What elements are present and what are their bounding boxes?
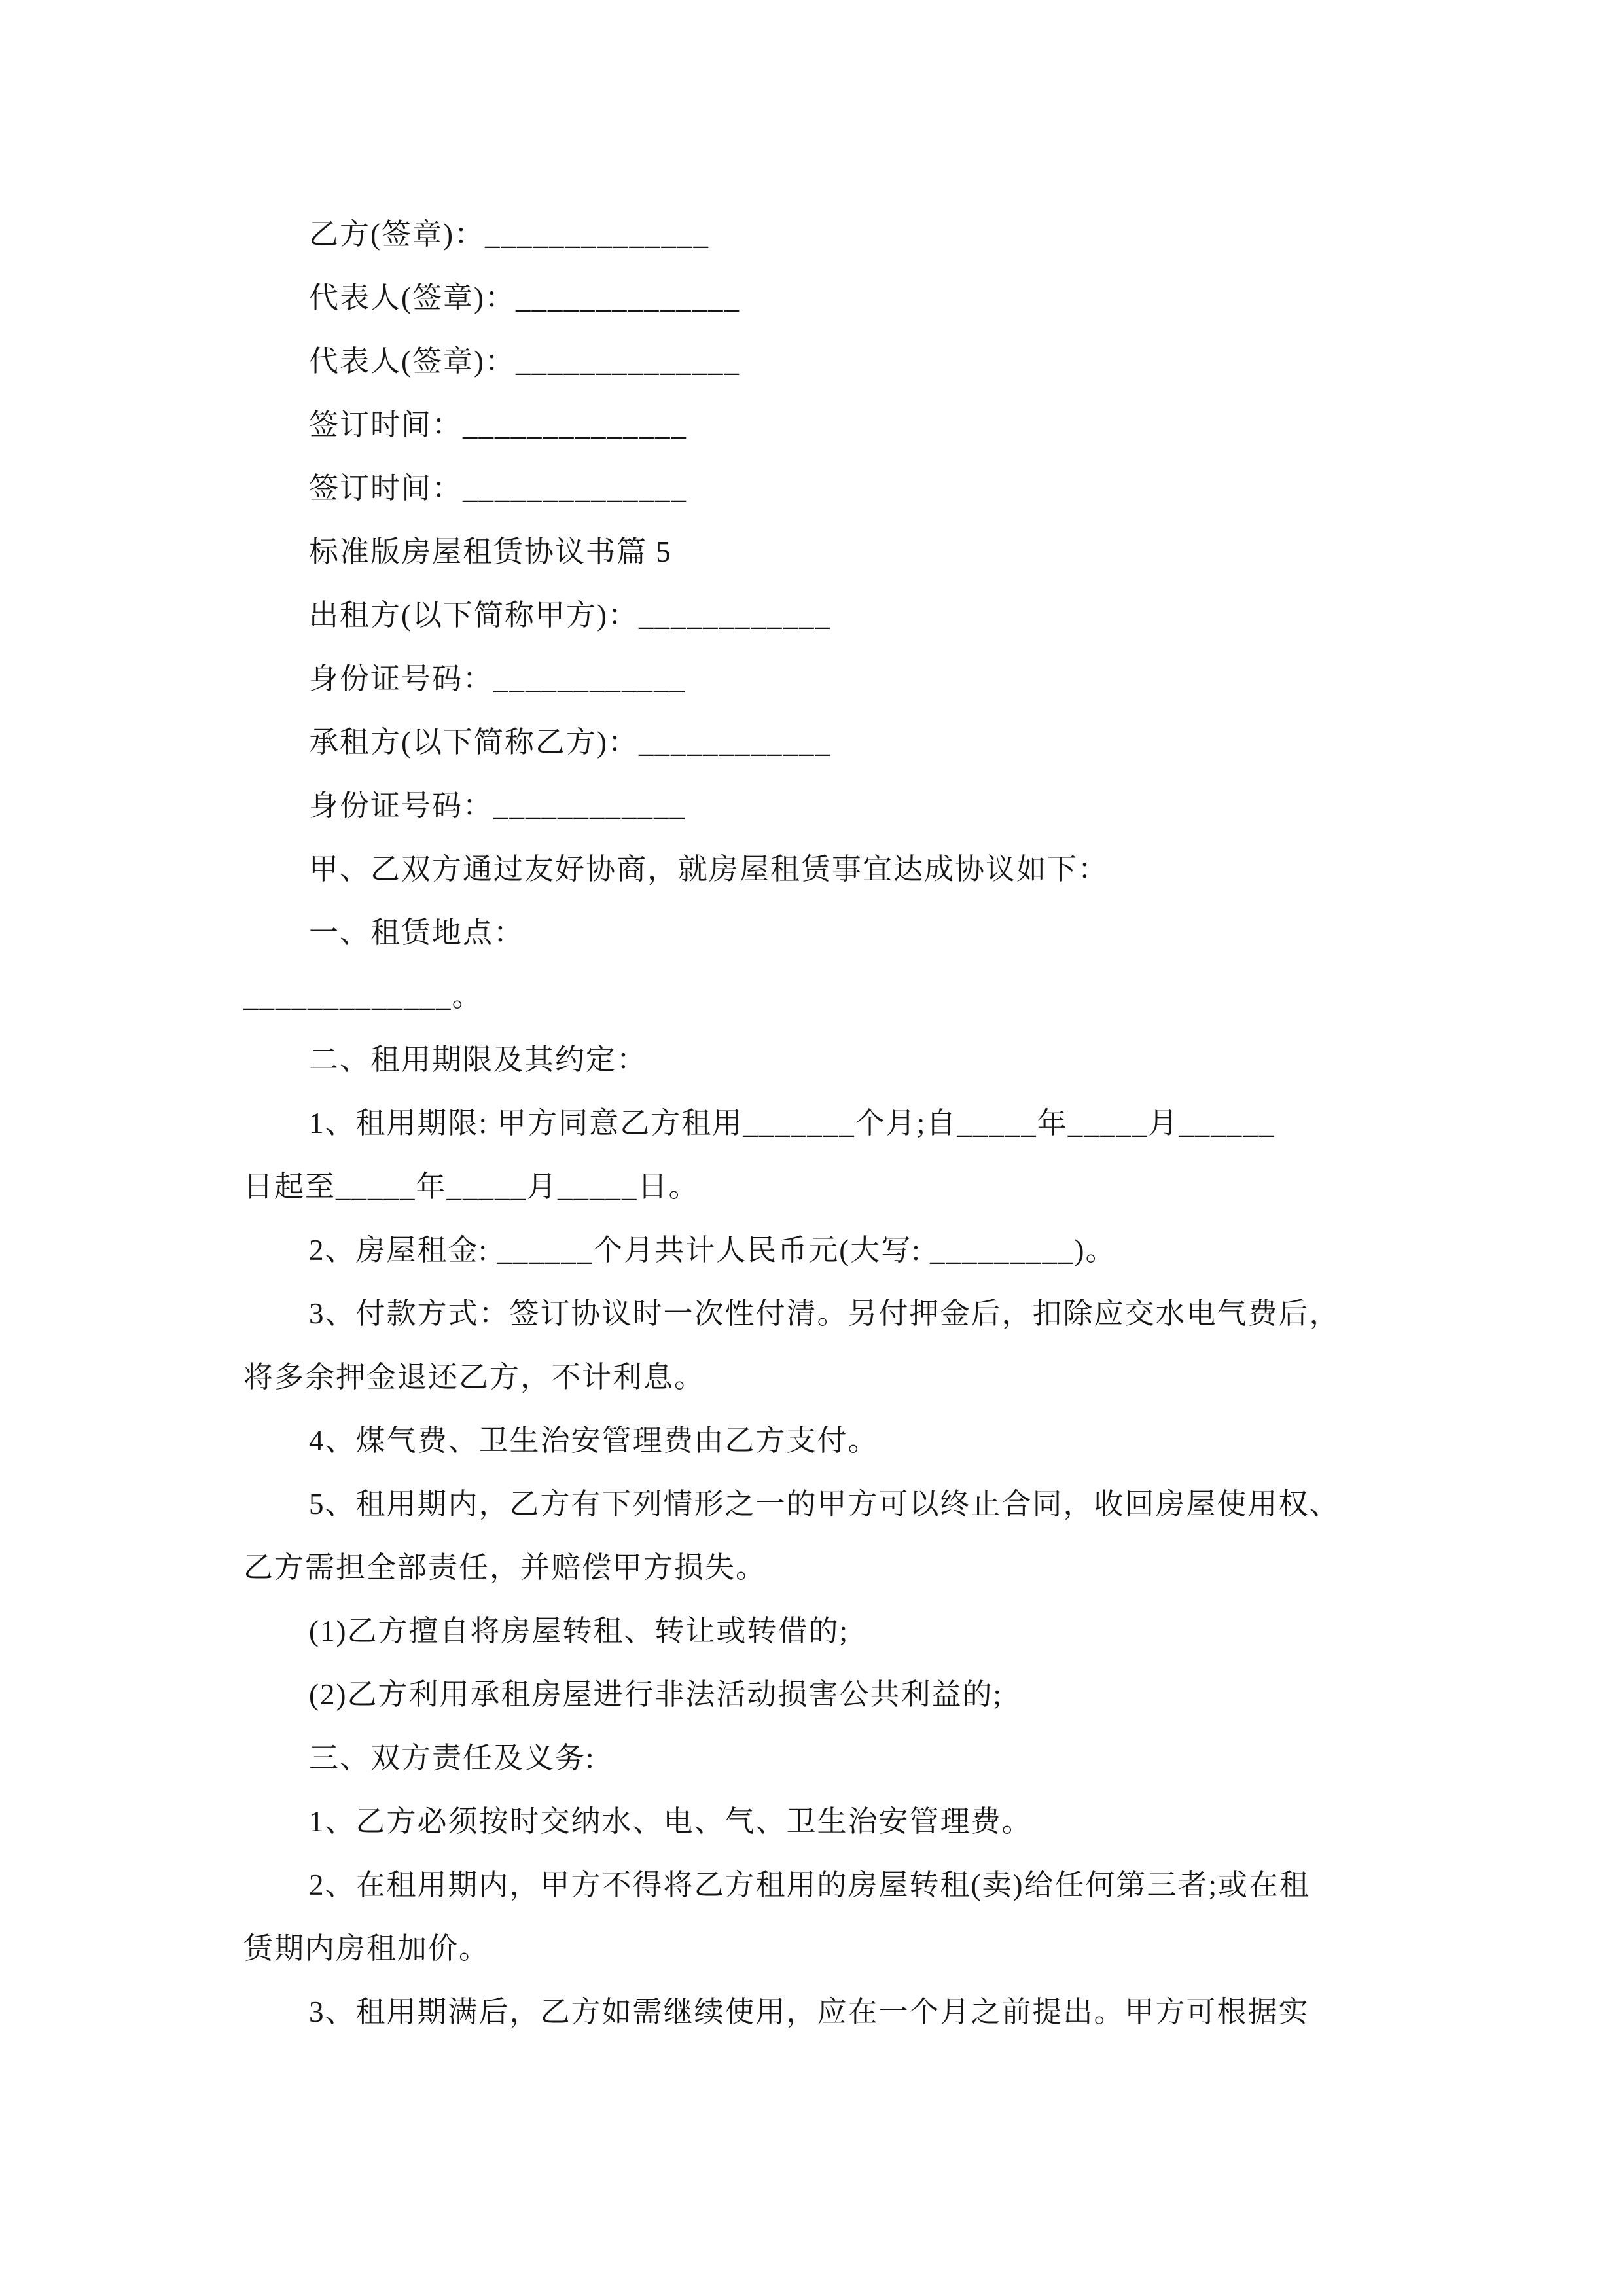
- clause-2-heading: 二、租用期限及其约定：: [309, 1043, 648, 1076]
- representative-signature-line: 代表人(签章)：______________: [309, 345, 740, 378]
- clause-2-item-3: 3、付款方式：签订协议时一次性付清。另付押金后，扣除应交水电气费后，: [309, 1297, 1340, 1330]
- clause-2-item-2: 2、房屋租金: ______个月共计人民币元(大写: _________)。: [309, 1234, 1116, 1266]
- clause-2-item-5-cont: 乙方需担全部责任，并赔偿甲方损失。: [243, 1551, 767, 1584]
- clause-2-item-4: 4、煤气费、卫生治安管理费由乙方支付。: [309, 1424, 879, 1457]
- representative-signature-line: 代表人(签章)：______________: [309, 281, 740, 314]
- clause-3-item-2: 2、在租用期内，甲方不得将乙方租用的房屋转租(卖)给任何第三者;或在租: [309, 1869, 1310, 1901]
- lessor-line: 出租方(以下简称甲方)：____________: [309, 599, 831, 632]
- lessee-line: 承租方(以下简称乙方)：____________: [309, 726, 831, 759]
- id-number-line: 身份证号码：____________: [309, 789, 687, 822]
- preamble-line: 甲、乙双方通过友好协商，就房屋租赁事宜达成协议如下：: [309, 853, 1109, 886]
- clause-3-item-2-cont: 赁期内房租加价。: [243, 1932, 490, 1965]
- clause-1-heading: 一、租赁地点：: [309, 916, 525, 949]
- id-number-line: 身份证号码：____________: [309, 662, 687, 695]
- clause-2-item-1: 1、租用期限: 甲方同意乙方租用_______个月;自_____年_____月______: [309, 1107, 1275, 1139]
- clause-3-item-3: 3、租用期满后，乙方如需继续使用，应在一个月之前提出。甲方可根据实: [309, 1996, 1310, 2028]
- section-title: 标准版房屋租赁协议书篇 5: [309, 535, 672, 568]
- blank-fill-line: _____________。: [243, 980, 483, 1013]
- clause-2-item-5-sub-1: (1)乙方擅自将房屋转租、转让或转借的;: [309, 1615, 849, 1647]
- clause-2-item-5: 5、租用期内，乙方有下列情形之一的甲方可以终止合同，收回房屋使用权、: [309, 1488, 1340, 1520]
- clause-3-item-1: 1、乙方必须按时交纳水、电、气、卫生治安管理费。: [309, 1805, 1033, 1838]
- clause-3-heading: 三、双方责任及义务:: [309, 1742, 596, 1774]
- clause-2-item-3-cont: 将多余押金退还乙方，不计利息。: [243, 1361, 705, 1393]
- signing-date-line: 签订时间：______________: [309, 408, 688, 441]
- party-b-signature-line: 乙方(签章)：______________: [309, 218, 709, 251]
- clause-2-item-5-sub-2: (2)乙方利用承租房屋进行非法活动损害公共利益的;: [309, 1678, 1003, 1711]
- clause-2-item-1-cont: 日起至_____年_____月_____日。: [243, 1170, 700, 1203]
- signing-date-line: 签订时间：______________: [309, 472, 688, 505]
